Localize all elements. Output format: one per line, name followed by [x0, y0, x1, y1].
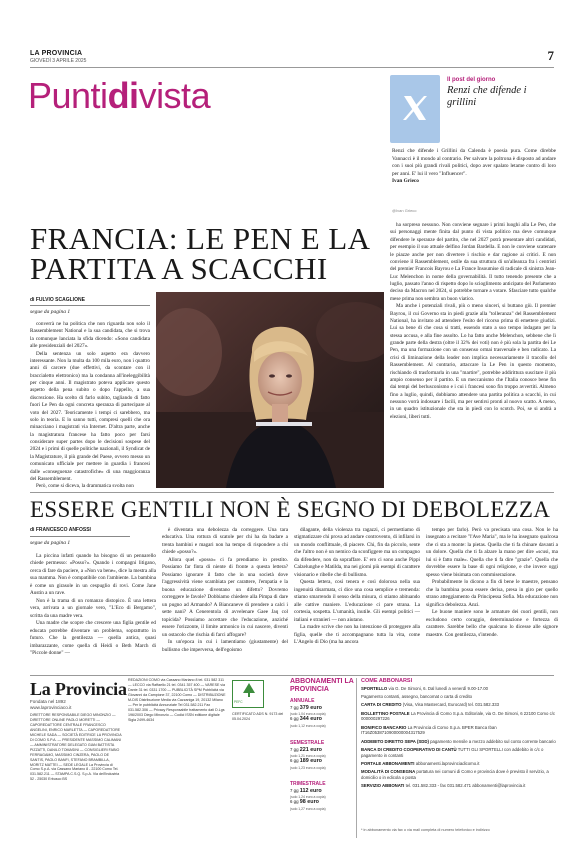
- post-body-text: Renzi che difende i Grillini da Calenda è poesia pura. Come direbbe Vannacci è il mondo al contrario. Per salvare la poltrona è disposto ad andare con i suoi più grandi rivali politici, dopo aver spalato letame contro di loro per anni. E' lui il vero "Influencer".: [392, 148, 556, 177]
- abbonamento-line: 6 gg 189 euro: [290, 758, 322, 765]
- list-item: SERVIZIO ABBONATI tel. 031.582.333 - fax 031.582.471 abbonamenti@laprovincia.it: [361, 782, 526, 788]
- paragraph: Della sentenza un solo aspetto era davvero interessante. Non la multa da 100 mila euro, non i quattro anni di carcere (due effettivi, da scontare con il braccialetto elettronico) ma la condanna all'ineleggibilità per cinque anni. Il magistrato poteva applicare questo aspetto della pena subito o dopo l'appello, a sua discrezione. Ha scelto di farlo subito, tagliando di fatto fuori Le Pen da ogni concreta speranza di partecipare al voto del 2027. Teoricamente i tempi ci sarebbero, ma solo in teoria. E lo sanno tutti, compresi quelli che ora minacciano i magistrati via Internet. D'altra parte, anche la magistratura francese ha fatto poco per farsi considerare super partes dopo le decisioni sospese del 2024 e i primi di quelle politiche nazionali, il Syndicat de la Magistrature, il più grande del Paese, ovvero messo un comunicato ufficiale per mettere in guardia i francesi dalle «conseguenze catastrofiche» di una maggioranza del Rassemblement.: [30, 350, 150, 482]
- list-item: BONIFICO BANCARIO La Provincia di Como S.p.a. BPER Banca Iban IT16Z0538710900000004317529: [361, 724, 497, 736]
- article2-column-d: [162, 527, 288, 654]
- footer-divider: [356, 678, 357, 838]
- abbonamento-line: 7 gg 221 euro: [290, 747, 322, 753]
- paragraph: dilagante, della violenza tra ragazzi, ci permettiamo di stigmatizzare chi prova ad andare controvento, di infilarsi in un mondo conflittuale, di piacere. Chi, fin da piccolo, sente che l'altro non è un nemico da sconfiggere ma un compagno da difendere, non da sopraffare. E' ero ci sono anche Pippi Calzelunghe e Matilda, ma nei giorni più esempi di carattere visionario e ribelle che di bullismo.: [294, 527, 420, 578]
- abbonamento-note: (solo 1,04 euro a copia): [290, 712, 326, 717]
- list-item: BOLLETTINO POSTALE La Provincia di Como S.p.a. Editoriale, via G. De Simoni, 6 22100 Como c/c 000000297226: [361, 710, 556, 722]
- article1-headline: FRANCIA: LE PEN E LA PARTITA A SCACCHI: [30, 221, 369, 287]
- photo-illustration: [156, 292, 384, 488]
- article1-column-a: [30, 321, 150, 491]
- paragraph: Però, come si diceva, la drammatica svolta non: [36, 483, 134, 490]
- abbonamento-line: 7 gg 379 euro: [290, 705, 322, 711]
- abbonamento-note: (solo 1,24 euro a copia): [290, 795, 326, 800]
- pefc-label: PEFC: [234, 700, 243, 704]
- date-line: GIOVEDÌ 3 APRILE 2025: [30, 58, 87, 64]
- x-logo-icon: [390, 75, 440, 143]
- paragraph: Probabilmente lo dicono a fin di bene le maestre, pensano che la bambina possa essere derisa, presa in giro per quello strano atteggiamento da Principessa Sofia. Ma educazione non significa debolezza. Anzi.: [426, 579, 558, 608]
- article1-column-b: [390, 222, 556, 421]
- paragraph: Una madre che scopre che crescere una figlia gentile ed educata potrebbe diventare un problema, soprattutto in futuro. Che la gentilezza — quella antica, quasi imbarazzante, come quella di Heidi o Beth March di "Piccole donne" —: [30, 620, 156, 657]
- post-title: Renzi che difende i grillini: [447, 85, 527, 109]
- byline-rule: [30, 305, 150, 306]
- paragraph: ha sorpreso nessuno. Non conviene segnare i primi luoghi alla Le Pen, che sui personaggi mente finita dal punto di vista politico ma deve comunque difendere le speranze del partito, che nel 2027 potrà presentare altri candidati, per esempio il suo attuale delfino Jordan Bardella. E non le conviene scatenare le piazze anche per non divertere i rischio e dar ragione ai critici. E non conviene il Rassemblement, ostile da sua struttura di un'alleanza fra i centristi del premier Francois Bayrou e La France Insoumise di radicale di sinistra Jean-Luc Melenchon in nome della governabilità. Il tutto tenendo presente che a luglio, passato l'anno di rispetto dopo lo scioglimento anticipato del Parlamento deciso da Macron nel 2024, si potrebbe tornare a votare. Sfasciare tutto qualche mese prima non sembra un buon viatico.: [390, 222, 556, 302]
- paragraph: Questa lettera, così tenera e così dolorosa nella sua ingenuità disarmata, ci dice una cosa semplice e tremenda: stiamo smarrendo il senso della misura, ci stiamo abituando alle cattive maniere. L'educazione ci pare strana. La cortesia, sospetta. L'umanità, inutile. Gli esempi politici — italiani e stranieri — non aiutano.: [294, 579, 420, 623]
- paragraph: converrà ne ha politica che non riguarda non solo il Rassemblement National e la sua candidata, che si trova la comunque lanciata la sfida dicendo: «Sono candidata alle presidenziali del 2027».: [30, 321, 150, 350]
- article2-column-f: [426, 527, 558, 639]
- paragraph: Le buone maniere sono le armature dei cuori gentili, non escludono certo coraggio, determinazione e fortezza di carattere. Sarebbe bello che qualcuno lo dicesse alle signore maestre. Con gentilezza, s'intende.: [426, 609, 558, 638]
- footer-staff: DIRETTORE RESPONSABILE DIEGO MINONZIO — DIRETTORE ONLINE PAOLO MORETTI — CAPOREDATTORE CENTRALE FRANCESCO ANGELINI, ENRICO MARLETTA — CAPOREDATTORE MICHELE SADA — SOCIETÀ EDITRICE LA PROVINCIA DI COMO S.P.A. — PRESIDENTE MASSIMO CALIMANI — AMMINISTRATORE DELEGATO GIAN BATTISTA PIZZATTI, DANILO TOMASINI — CONSIGLIERI FABIO FERRAGAMO, MASSIMO CINZERA, PAOLO DE SANTIS, PAOLO BANFI, STEFANO BRAMBILLA, MORITZ MATTEI — SEDE LEGALE La Provincia di Como S.p.A. via Cassano Mariano 8 - 22100 Como Tel. 031.582.211 — STAMPA C.S.Q. S.p.A. Via dell'Industria 52 - 25030 Erbusco BS: [30, 713, 122, 782]
- come-abbonarsi-title: COME ABBONARSI: [361, 678, 413, 684]
- list-item: CARTA DI CREDITO (Visa, Visa Mastercard, Eurocard) tel. 031.582.333: [361, 702, 500, 708]
- list-item[interactable]: PORTALE ABBONAMENTI abbonamenti.laprovinciadicomo.it: [361, 760, 480, 766]
- post-author: Ivan Grieco: [392, 178, 419, 185]
- paragraph: La madre scrive che non ha intenzione di proteggere alla figlia, quelle che ti accompagnano tutta la vita, come L'Angelo di Dio (ma ha ancora: [294, 624, 420, 646]
- list-item: MODALITÀ DI CONSEGNA portatura nei comuni di Como e provincia dove è previsto il servizio, a domicilio o in edicola o posta: [361, 768, 549, 780]
- section-title-mid: di: [107, 75, 139, 116]
- header-rule: [30, 67, 554, 68]
- footer-site[interactable]: www.laprovinciacо.it: [30, 705, 72, 710]
- article1-continua: segue da pagina 1: [30, 309, 71, 315]
- paragraph: In un'epoca in cui i lamentiamo (giustamente) del bullismo che imperversa, dell'egoismo: [162, 639, 288, 653]
- list-item: Pagamento contanti, assegno, bancomat o carta di credito: [361, 694, 473, 700]
- footer-certificati: CERTIFICATO ADS N. 9173 del 05.04.2024: [232, 712, 284, 721]
- come-abbonarsi-list: [361, 686, 557, 791]
- paragraph: è diventata una debolezza da correggere. Una tara educativa. Una rottura di scatole per chi ha da badare a trenta bambini e magari non ha tempo di rispondere a chi chiede «posso?».: [162, 527, 288, 556]
- paragraph: Non è la trama di un romanzo distopico. È una lettera vera, arrivata a un giornale vero, "L'Eco di Bergamo", scritta da una madre vera.: [30, 597, 156, 619]
- abbonamento-heading: TRIMESTRALE: [290, 781, 326, 787]
- tree-icon: [233, 681, 265, 699]
- article2-continua: segue da pagina 1: [30, 540, 71, 546]
- article1-byline: di FULVIO SCAGLIONE: [30, 297, 85, 303]
- byline-rule: [30, 536, 130, 537]
- article2-column-c: [30, 553, 156, 658]
- post-credit: @Ivan Grieco: [392, 208, 417, 213]
- page-number: 7: [547, 48, 554, 63]
- list-item: BANCA DI CREDITO COOPERATIVO DI CANTÙ TUTTI GLI SPORTELLI con addebito in c/c o pagamento in contanti: [361, 746, 544, 758]
- article2-column-e: [294, 527, 420, 647]
- abbonamento-line: 6 gg 344 euro: [290, 716, 322, 723]
- post-label: Il post del giorno: [447, 77, 496, 83]
- come-abbonarsi-note: * in abbonamento via fax o via mail completa di numero telefonico e indirizzo: [361, 828, 490, 832]
- list-item: SPORTELLO via G. De Simoni, 6. Dal lunedì a venerdì 9.00-17.00: [361, 686, 489, 691]
- abbonamento-annuale: [290, 698, 356, 728]
- section-title-pre: Punti: [28, 75, 108, 116]
- abbonamento-semestrale: [290, 740, 356, 770]
- article1-photo: [156, 292, 384, 488]
- footer-redazioni: REDAZIONI COMO via Cassano Mariano 8 tel. 031 582 311 — LECCO via Raffaello 21 tel. 0341 357 400 — VARESE via Dante 31 tel. 0331 1700 — PUBBLICITÀ SPM Pubblicità via Giovanni da Campione 37, 22100 Como — DISTRIBUZIONE M-DIS Distribuzione Media via Cazzaniga 19, 20132 Milano — Per le pubblicità Annunziate Tel 031.582.211 Fax 031.582.306 — Privacy Responsabile trattamento dati D.Lgs 196/2003 Diego Minonzio — Codici ISSN editione digitale Sigla 2499-4634: [128, 678, 226, 722]
- abbonamento-note: (solo 1,21 euro a copia): [290, 754, 326, 759]
- list-item: ADDEBITO DIRETTO SEPA (SDD) pagamento mensile a mezzo addebito sul conto corrente bancario: [361, 738, 556, 744]
- abbonamento-note: (solo 1,12 euro a copia): [290, 723, 326, 728]
- footer-rule: [30, 675, 554, 676]
- paragraph: La piccina infatti quando ha bisogno di un pennarello chiede permesso: «Posso?». Quando i compagni litigano, cerca di fare da paciere, a «Non va bene», dice la mestra alla sua mamma. Non è compatibile con l'ambiente. La bambina è come un girasole in un cespuglio di rovi. Come Jane Austin a un rave.: [30, 553, 156, 597]
- footer-founded: Fondata nel 1892: [30, 699, 66, 704]
- abbonamento-line: 7 gg 112 euro: [290, 788, 322, 794]
- paragraph: tempo per farlo). Però va precisata una cosa. Non le ha insegnato a recitare "l'Ave Maria", ma le ha insegnato qualcosa che ci sta a monte: la pietas. Quella che ti fa chinare davanti a un dolore. Quella che ti fa alzare la mano per dire «scusi, ma lui si è fatto male». Quella che ti fa dire "grazie". Quella che dovrebbe essere la base di ogni religione, e che invece oggi spesso viene bisimata con commiserazione.: [426, 527, 558, 578]
- x-glyph-icon: [401, 94, 429, 122]
- section-rule: [30, 492, 554, 493]
- paragraph: Ma anche i potenziali rivali, più o meno sinceri, si buttano giù. Il premier Bayrou, il cui Governo sta in piedi grazie alla "tolleranza" del Rassemblement National, ha invitato ad attendere l'esito del ricorso prima di emettere giudizi. Lui sa bene di che cosa si tratti, essendo stato a suo tempo indagato per la stessa accusa, e alla fine assolto. Lo ha fatto anche Melenchon, sebbene che lì grande parte della destra (oltre il 32% dei voti) non è più sola la partita dei Le Pen, ma una formazione con un consenso ormai trasversale e ben radicato. La crisi di liminazione della leader non implica necessariamente il tracollo del Rassemblement. Al contrario, attaccare la Le Pen in questo momento, rischiando di trasformarla in una "martire", potrebbe addirittura suscitare il più ampio consenso per il partito. E un meccanismo che l'Italia conosce bene fin dai tempi del berlusconismo e i cui i francesi sono fin troppo avvertiti. Almeno fino a luglio, quindi, dobbiamo attendere una partita politica a scacchi, in cui nessuno vorrà indossare i facili, ma per sentirsi pronti al nuovo scatto. A meno, in un quadro istituzionale che sta in piedi con lo scotch. Poi, se si andrà a elezioni, liberi tutti.: [390, 303, 556, 420]
- abbonamenti-title: ABBONAMENTI LA PROVINCIA: [290, 678, 354, 693]
- abbonamento-line: 6 gg 98 euro: [290, 799, 319, 806]
- article2-byline: di FRANCESCO ANFOSSI: [30, 527, 91, 533]
- post-body: [392, 148, 556, 186]
- paragraph: Allora quel «posso» ci fa prendiamo in prestito. Possiamo far finta di niente di fronte a questa lettera? Possiamo ignorare il fatto che in una società dove l'aggressività viene scambiata per carattere, l'empatia e la buona educazione diventano un difetto? Dovremo correggere le favole? Dobbiamo chiedere alla Pimpa di dare un pugno ad Armando? A Biancaneve di prendere a calci i sette nani? A Cenerentola di avvelenare Gaee Jaq col topicida? Possiamo accettare che l'educazione, anziché essere l'orizzonte, il limite armonico in cui nascere, diventi un ostacolo che rischia di farci affogare?: [162, 556, 288, 638]
- section-title: [28, 75, 211, 116]
- abbonamento-trimestrale: [290, 781, 356, 811]
- article2-headline: ESSERE GENTILI NON È SEGNO DI DEBOLEZZA: [30, 497, 551, 522]
- abbonamento-heading: SEMESTRALE: [290, 740, 325, 746]
- abbonamento-note: (solo 1,23 euro a copia): [290, 765, 326, 770]
- masthead-small: LA PROVINCIA: [30, 50, 83, 57]
- abbonamento-note: (solo 1,27 euro a copia): [290, 806, 326, 811]
- section-title-post: vista: [138, 75, 211, 116]
- footer-logo: La Provincia: [30, 679, 127, 699]
- abbonamento-heading: ANNUALE: [290, 698, 315, 704]
